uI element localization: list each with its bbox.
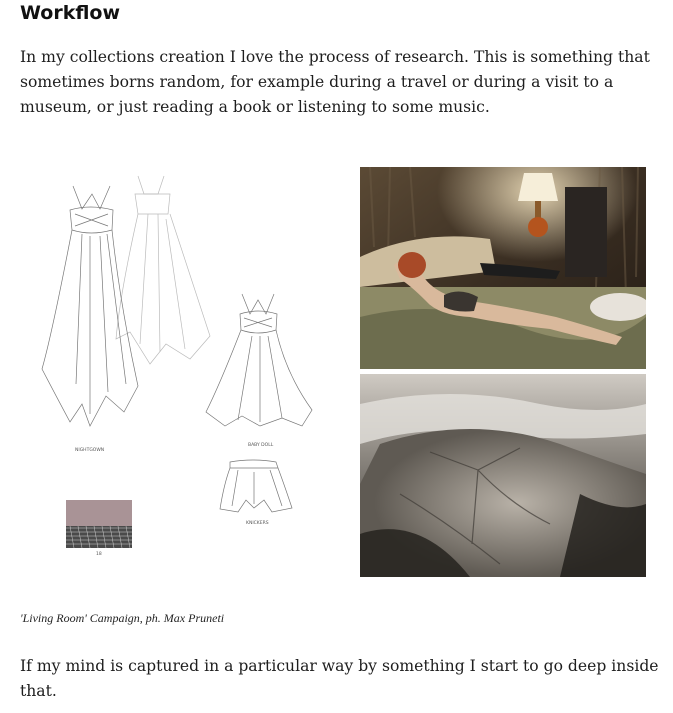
closing-paragraph: If my mind is captured in a particular way by something I start to go deep inside that. — [20, 657, 659, 700]
baby-doll-label: BABY DOLL — [248, 443, 274, 448]
campaign-photo-bedroom — [360, 167, 646, 369]
fashion-sketch-illustration — [20, 164, 350, 584]
knickers-label: KNICKERS — [246, 521, 269, 526]
section-title: Workflow — [20, 2, 121, 24]
baby-doll-drawing — [206, 294, 312, 426]
swatch-label: 18 — [96, 552, 102, 557]
fabric-swatch — [66, 500, 132, 548]
campaign-figure — [20, 164, 650, 584]
campaign-photo-detail — [360, 374, 646, 577]
nightgown-front-drawing — [42, 186, 138, 426]
knickers-drawing — [220, 460, 292, 512]
intro-paragraph: In my collections creation I love the process of research. This is something that sometimes borns random, for example during a travel or during a visit to a museum, or just reading a book or listening to some music. — [20, 48, 650, 116]
photo-caption: 'Living Room' Campaign, ph. Max Pruneti — [20, 611, 225, 625]
nightgown-back-drawing — [116, 176, 210, 364]
nightgown-label: NIGHTGOWN — [75, 448, 105, 453]
